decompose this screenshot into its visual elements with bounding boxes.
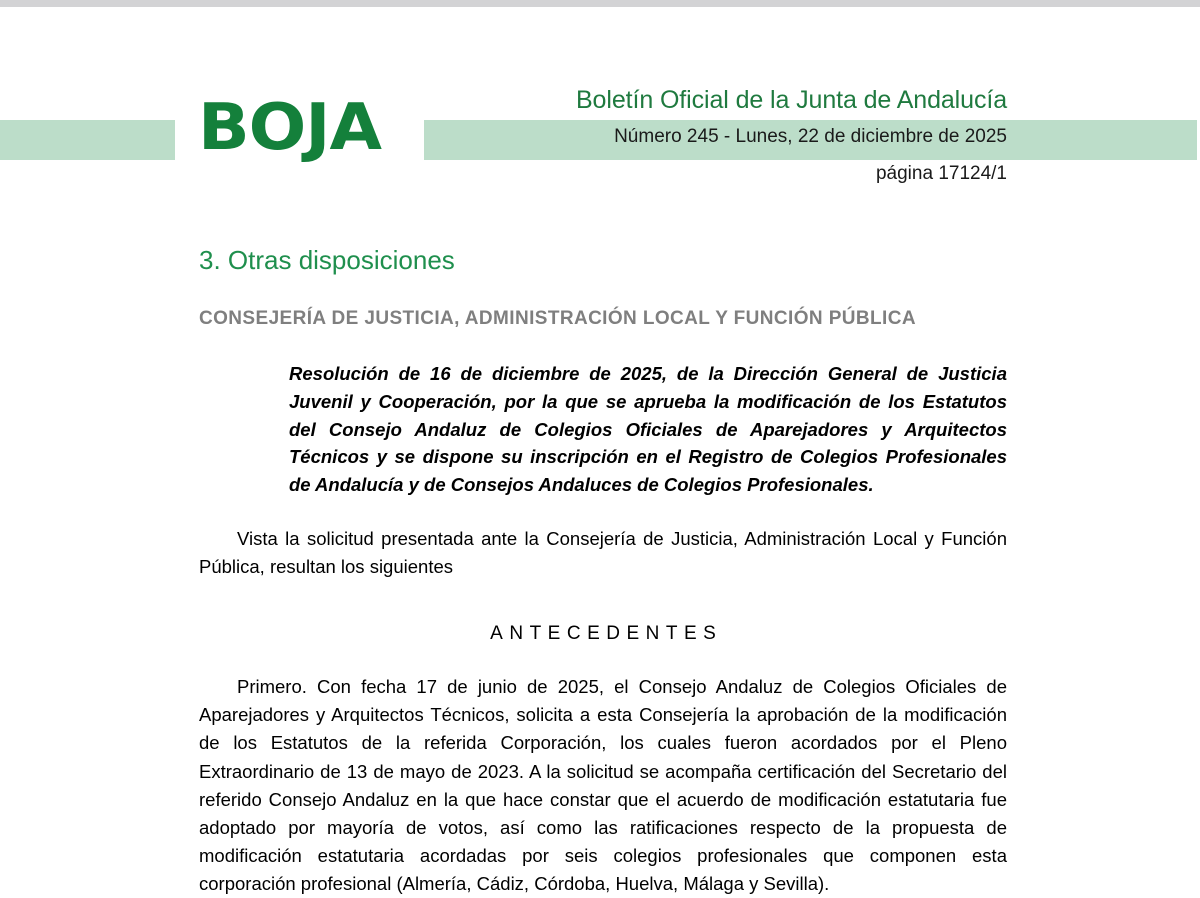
masthead-issue-number: Número 245 - Lunes, 22 de diciembre de 2025 (614, 126, 1007, 147)
masthead (0, 7, 1200, 193)
paragraph-vista: Vista la solicitud presentada ante la Consejería de Justicia, Administración Local y Función Pública, resultan los siguientes (199, 527, 1007, 578)
paragraph-primero: Primero. Con fecha 17 de junio de 2025, el Consejo Andaluz de Colegios Oficiales de Aparejadores y Arquitectos Técnicos, solicita a esta Consejería la aprobación de la modificación de los Estatutos de la referida Corporación, los cuales fueron acordados por el Pleno Extraordinario de 13 de mayo de 2023. A la solicitud se acompaña certificación del Secretario del referido Consejo Andaluz en la que hace constar que el acuerdo de modificación estatutaria fue adoptado por mayoría de votos, así como las ratificaciones respecto de la propuesta de modificación estatutaria acordadas por seis colegios profesionales que componen esta corporación profesional (Almería, Cádiz, Córdoba, Huelva, Málaga y Sevilla). (199, 676, 1007, 894)
document-body (199, 193, 1007, 898)
resolution-summary: Resolución de 16 de diciembre de 2025, de la Dirección General de Justicia Juvenil y Cooperación, por la que se aprueba la modificación de los Estatutos del Consejo Andaluz de Colegios Oficiales de Aparejadores y Arquitectos Técnicos y se dispone su inscripción en el Registro de Colegios Profesionales de Andalucía y de Consejos Andaluces de Colegios Profesionales. (289, 363, 1007, 496)
masthead-title: Boletín Oficial de la Junta de Andalucía (575, 86, 1007, 114)
masthead-bar-left (0, 120, 175, 160)
top-gray-strip (0, 0, 1200, 7)
section-title: 3. Otras disposiciones (199, 245, 455, 275)
antecedentes-heading: ANTECEDENTES (490, 623, 723, 645)
issuing-body-heading: CONSEJERÍA DE JUSTICIA, ADMINISTRACIÓN LOCAL Y FUNCIÓN PÚBLICA (199, 308, 916, 330)
boja-logo: BOJA (198, 91, 381, 165)
masthead-page-number: página 17124/1 (875, 163, 1007, 184)
